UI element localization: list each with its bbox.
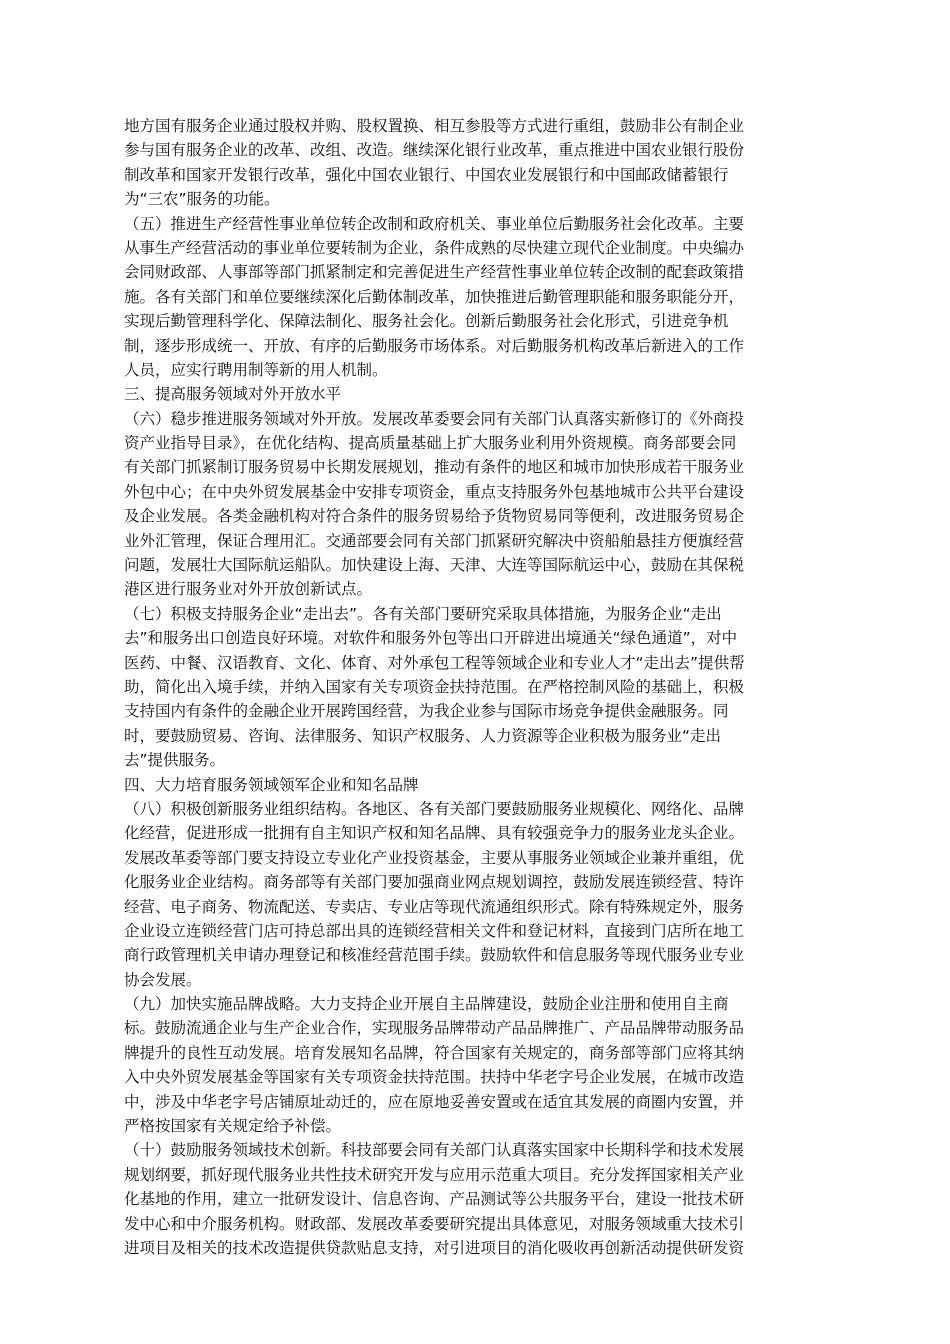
text-line: 地方国有服务企业通过股权并购、股权置换、相互参股等方式进行重组，鼓励非公有制企业 <box>124 117 745 135</box>
text-line: 时，要鼓励贸易、咨询、法律服务、知识产权服务、人力资源等企业积极为服务业“走出 <box>124 726 722 745</box>
text-line: 有关部门抓紧制订服务贸易中长期发展规划，推动有条件的地区和城市加快形成若干服务业 <box>124 458 745 477</box>
text-line: 规划纲要，抓好现代服务业共性技术研究开发与应用示范重大项目。充分发挥国家相关产业 <box>124 1165 745 1184</box>
text-line: 经营、电子商务、物流配送、专卖店、专业店等现代流通组织形式。除有特殊规定外，服务 <box>124 897 745 916</box>
text-line: 化基地的作用，建立一批研发设计、信息咨询、产品测试等公共服务平台，建设一批技术研 <box>124 1190 745 1209</box>
text-line: 发展改革委等部门要支持设立专业化产业投资基金，主要从事服务业领域企业兼并重组，优 <box>124 848 745 867</box>
text-line: 去”提供服务。 <box>124 751 226 770</box>
text-line: 医药、中餐、汉语教育、文化、体育、对外承包工程等领域企业和专业人才“走出去”提供帮 <box>124 653 745 672</box>
text-line: （八）积极创新服务业组织结构。各地区、各有关部门要鼓励服务业规模化、网络化、品牌 <box>124 799 745 818</box>
text-line: 参与国有服务企业的改革、改组、改造。继续深化银行业改革，重点推进中国农业银行股份 <box>124 141 745 160</box>
section-heading: 四、大力培育服务领域领军企业和知名品牌 <box>124 775 419 794</box>
text-line: 施。各有关部门和单位要继续深化后勤体制改革，加快推进后勤管理职能和服务职能分开， <box>124 287 745 306</box>
text-line: 制改革和国家开发银行改革，强化中国农业银行、中国农业发展银行和中国邮政储蓄银行 <box>124 165 729 184</box>
text-line: 问题，发展壮大国际航运船队。加快建设上海、天津、大连等国际航运中心，鼓励在其保税 <box>124 556 745 575</box>
text-line: 协会发展。 <box>124 970 202 989</box>
text-line: （九）加快实施品牌战略。大力支持企业开展自主品牌建设，鼓励企业注册和使用自主商 <box>124 995 729 1014</box>
text-line: 及企业发展。各类金融机构对符合条件的服务贸易给予货物贸易同等便利，改进服务贸易企 <box>124 507 745 526</box>
text-line: 会同财政部、人事部等部门抓紧制定和完善促进生产经营性事业单位转企改制的配套政策措 <box>124 263 745 282</box>
document-body <box>124 114 836 1260</box>
text-line: 制，逐步形成统一、开放、有序的后勤服务市场体系。对后勤服务机构改革后新进入的工作 <box>124 336 745 355</box>
text-line: 资产业指导目录》，在优化结构、提高质量基础上扩大服务业利用外资规模。商务部要会同 <box>124 434 737 453</box>
text-line: 从事生产经营活动的事业单位要转制为企业，条件成熟的尽快建立现代企业制度。中央编办 <box>124 238 745 257</box>
text-line: 人员，应实行聘用制等新的用人机制。 <box>124 360 388 379</box>
text-line: 标。鼓励流通企业与生产企业合作，实现服务品牌带动产品品牌推广、产品品牌带动服务品 <box>124 1019 745 1038</box>
text-line: 发中心和中介服务机构。财政部、发展改革委要研究提出具体意见，对服务领域重大技术引 <box>124 1214 745 1233</box>
text-line: 牌提升的良性互动发展。培育发展知名品牌，符合国家有关规定的，商务部等部门应将其纳 <box>124 1043 745 1062</box>
text-line: （六）稳步推进服务领域对外开放。发展改革委要会同有关部门认真落实新修订的《外商投 <box>124 409 745 428</box>
text-line: 外包中心；在中央外贸发展基金中安排专项资金，重点支持服务外包基地城市公共平台建设 <box>124 482 745 501</box>
text-line: 为“三农”服务的功能。 <box>124 190 280 209</box>
text-line: 中，涉及中华老字号店铺原址动迁的，应在原地妥善安置或在适宜其发展的商圈内安置，并 <box>124 1092 745 1111</box>
text-line: 支持国内有条件的金融企业开展跨国经营，为我企业参与国际市场竞争提供金融服务。同 <box>124 702 729 721</box>
text-line: 实现后勤管理科学化、保障法制化、服务社会化。创新后勤服务社会化形式，引进竞争机 <box>124 312 729 331</box>
text-line: 入中央外贸发展基金等国家有关专项资金扶持范围。扶持中华老字号企业发展，在城市改造 <box>124 1068 745 1087</box>
text-line: 港区进行服务业对外开放创新试点。 <box>124 580 373 599</box>
text-line: 化服务业企业结构。商务部等有关部门要加强商业网点规划调控，鼓励发展连锁经营、特许 <box>124 873 745 892</box>
text-line: （七）积极支持服务企业“走出去”。各有关部门要研究采取具体措施，为服务企业“走出 <box>124 604 722 623</box>
text-line: 进项目及相关的技术改造提供贷款贴息支持，对引进项目的消化吸收再创新活动提供研发资 <box>124 1238 745 1257</box>
text-line: 企业设立连锁经营门店可持总部出具的连锁经营相关文件和登记材料，直接到门店所在地工 <box>124 921 745 940</box>
section-heading: 三、提高服务领域对外开放水平 <box>124 385 342 404</box>
text-line: 去”和服务出口创造良好环境。对软件和服务外包等出口开辟进出境通关“绿色通道”，对中 <box>124 629 738 648</box>
text-line: 严格按国家有关规定给予补偿。 <box>124 1117 342 1136</box>
text-line: （五）推进生产经营性事业单位转企改制和政府机关、事业单位后勤服务社会化改革。主要 <box>124 214 745 233</box>
text-line: 化经营，促进形成一批拥有自主知识产权和知名品牌、具有较强竞争力的服务业龙头企业。 <box>124 824 745 843</box>
text-line: 业外汇管理，保证合理用汇。交通部要会同有关部门抓紧研究解决中资船舶悬挂方便旗经营 <box>124 531 745 550</box>
text-line: 商行政管理机关申请办理登记和核准经营范围手续。鼓励软件和信息服务等现代服务业专业 <box>124 946 745 965</box>
text-line: 助，简化出入境手续，并纳入国家有关专项资金扶持范围。在严格控制风险的基础上，积极 <box>124 677 745 696</box>
text-line: （十）鼓励服务领域技术创新。科技部要会同有关部门认真落实国家中长期科学和技术发展 <box>124 1141 745 1160</box>
